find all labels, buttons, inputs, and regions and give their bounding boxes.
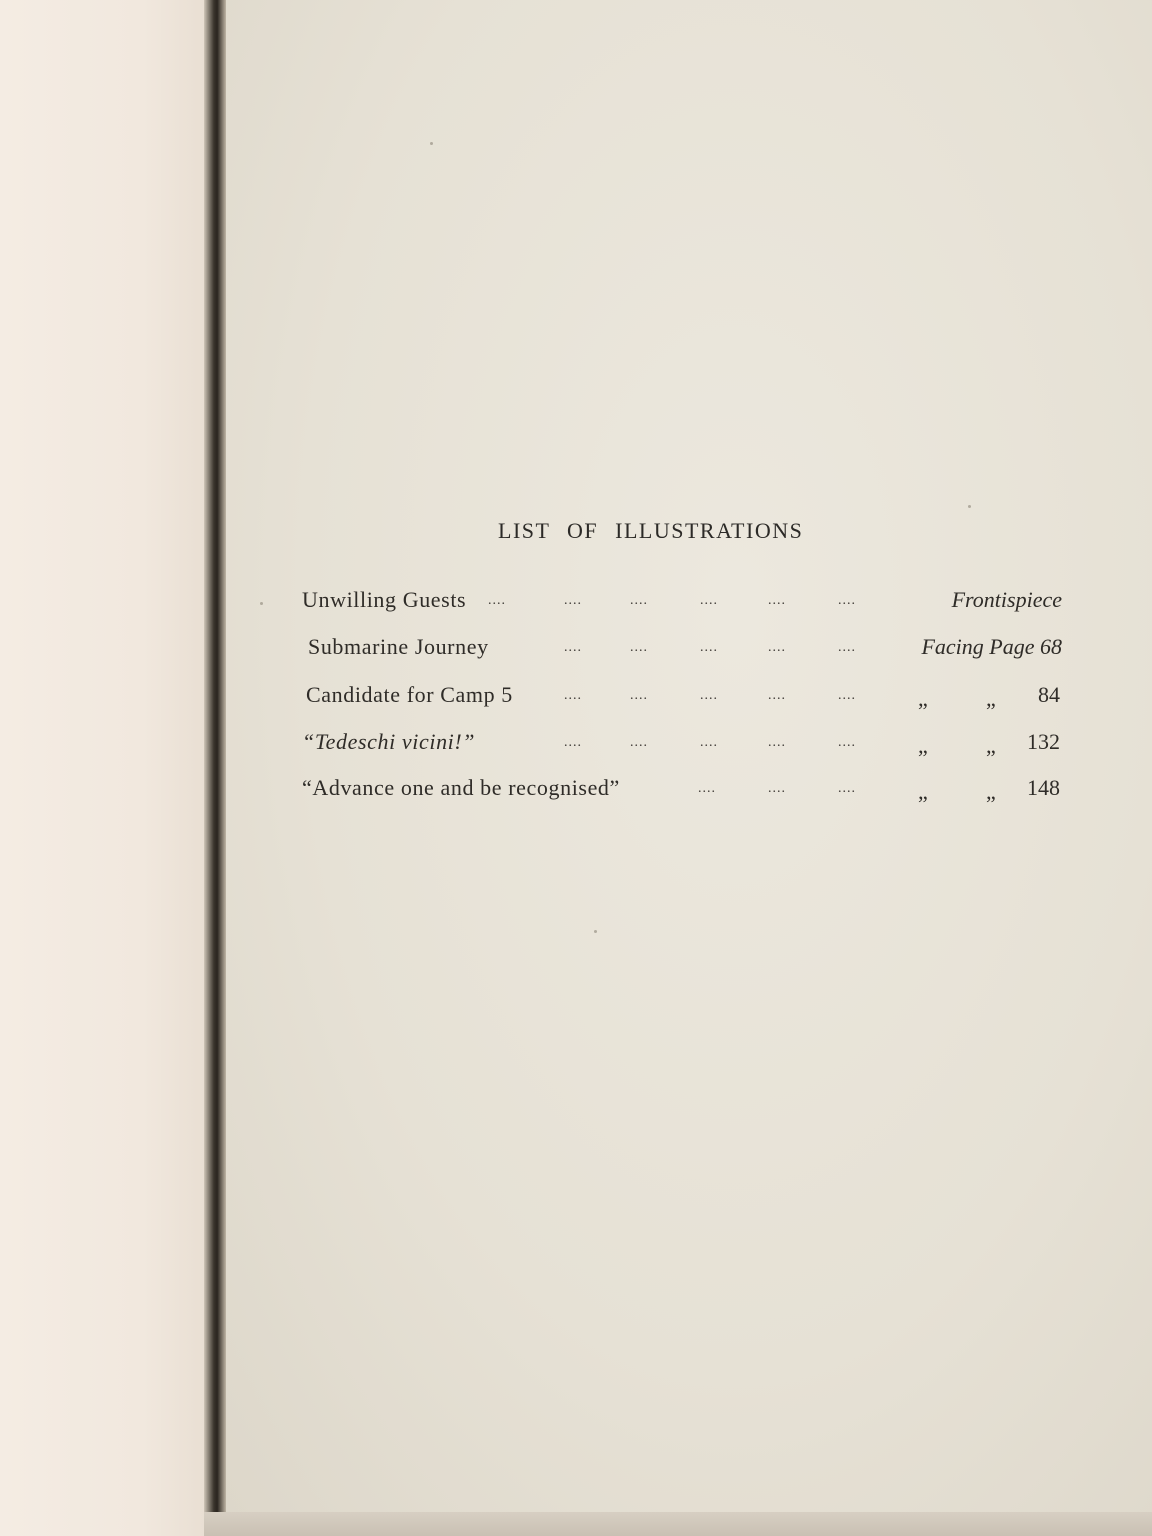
illustration-reference: Facing Page 68 (921, 634, 1062, 659)
leader-dots: .... (838, 640, 856, 655)
leader-dots: .... (564, 640, 582, 655)
ditto-mark: „ (918, 686, 928, 711)
leader-dots: .... (564, 593, 582, 608)
leader-dots: .... (768, 688, 786, 703)
page-title: LIST OF ILLUSTRATIONS (498, 518, 804, 543)
leader-dots: .... (768, 640, 786, 655)
illustration-row (302, 729, 1062, 763)
leader-dots: .... (838, 781, 856, 796)
leader-dots: .... (768, 735, 786, 750)
paper-speck (968, 505, 971, 508)
illustration-title: “Tedeschi vicini!” (302, 729, 476, 754)
illustration-title: Submarine Journey (308, 634, 489, 659)
leader-dots: .... (698, 781, 716, 796)
leader-dots: .... (700, 735, 718, 750)
illustration-page-number: 84 (1038, 682, 1060, 707)
leader-dots: .... (768, 781, 786, 796)
leader-dots: .... (768, 593, 786, 608)
left-page (0, 0, 204, 1536)
illustration-row (302, 587, 1062, 621)
leader-dots: .... (630, 688, 648, 703)
leader-dots: .... (630, 593, 648, 608)
page-bottom-edge (204, 1512, 1152, 1536)
illustration-title: Candidate for Camp 5 (306, 682, 513, 707)
illustration-page-number: 132 (1027, 729, 1060, 754)
illustration-title: Unwilling Guests (302, 587, 467, 612)
leader-dots: .... (630, 735, 648, 750)
book-gutter (204, 0, 226, 1536)
illustration-row (302, 682, 1062, 716)
leader-dots: .... (838, 735, 856, 750)
leader-dots: .... (838, 688, 856, 703)
leader-dots: .... (838, 593, 856, 608)
ditto-mark: „ (986, 733, 996, 758)
leader-dots: .... (564, 688, 582, 703)
leader-dots: .... (630, 640, 648, 655)
paper-speck (260, 602, 263, 605)
ditto-mark: „ (986, 779, 996, 804)
ditto-mark: „ (918, 733, 928, 758)
leader-dots: .... (488, 593, 506, 608)
leader-dots: .... (700, 640, 718, 655)
illustration-page-number: 148 (1027, 775, 1060, 800)
illustration-row (302, 634, 1062, 668)
leader-dots: .... (700, 688, 718, 703)
illustration-reference: Frontispiece (951, 587, 1062, 612)
illustration-row (302, 775, 1062, 809)
ditto-mark: „ (918, 779, 928, 804)
illustration-title: “Advance one and be recognised” (302, 775, 620, 800)
leader-dots: .... (700, 593, 718, 608)
paper-speck (430, 142, 433, 145)
leader-dots: .... (564, 735, 582, 750)
paper-speck (594, 930, 597, 933)
ditto-mark: „ (986, 686, 996, 711)
